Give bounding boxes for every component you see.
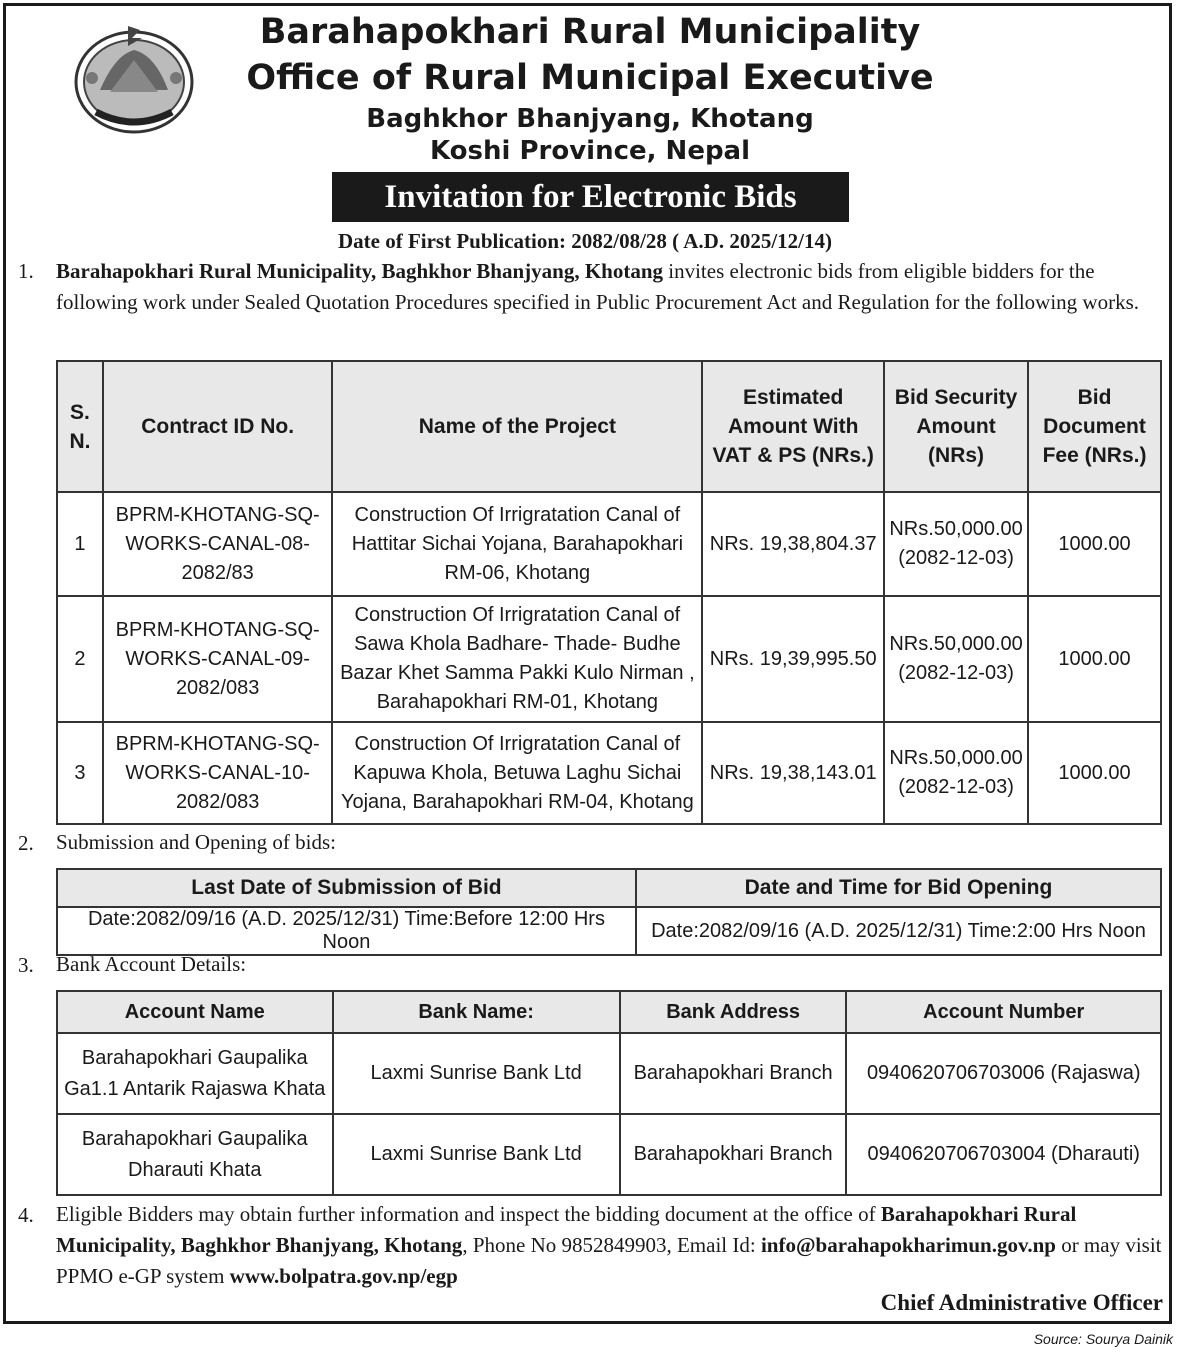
bid-dates-header bbox=[57, 869, 1161, 907]
cell-bid-security: NRs.50,000.00 (2082-12-03) bbox=[884, 722, 1028, 824]
section-1-body: invites electronic bids from eligible bidders for the following work under Sealed Quotation Procedures specified in Public Procurement Act and Regulation for the following works. bbox=[56, 259, 1140, 314]
cell-document-fee: 1000.00 bbox=[1028, 722, 1161, 824]
publication-date: Date of First Publication: 2082/08/28 ( A.D. 2025/12/14) bbox=[337, 229, 833, 253]
cell-account-name: Barahapokhari Gaupalika Dharauti Khata bbox=[57, 1114, 333, 1195]
cell-bank-name: Laxmi Sunrise Bank Ltd bbox=[333, 1033, 620, 1114]
section-4-office-name: Barahapokhari Rural Municipality, Baghkhor Bhanjyang, Khotang bbox=[56, 1202, 1077, 1257]
cell-bank-address: Barahapokhari Branch bbox=[620, 1114, 847, 1195]
header-bid-security: Bid Security Amount (NRs) bbox=[884, 361, 1028, 492]
bank-details-header bbox=[57, 991, 1161, 1033]
table-row bbox=[57, 492, 1161, 596]
table-row bbox=[57, 722, 1161, 824]
bid-dates-table bbox=[56, 868, 1162, 956]
cell-bid-security: NRs.50,000.00 (2082-12-03) bbox=[884, 596, 1028, 722]
header-bank-address: Bank Address bbox=[620, 991, 847, 1033]
municipality-name: Barahapokhari Rural Municipality bbox=[259, 12, 921, 52]
cell-project-name: Construction Of Irrigratation Canal of Hattitar Sichai Yojana, Barahapokhari RM-06, Khotang bbox=[332, 492, 702, 596]
section-3-title: Bank Account Details: bbox=[56, 952, 247, 976]
cell-project-name: Construction Of Irrigratation Canal of Sawa Khola Badhare- Thade- Budhe Bazar Khet Samma Pakki Kulo Nirman , Barahapokhari RM-01, Khotang bbox=[332, 596, 702, 722]
cell-sn: 1 bbox=[57, 492, 103, 596]
office-name: Office of Rural Municipal Executive bbox=[246, 58, 934, 98]
cell-sn: 3 bbox=[57, 722, 103, 824]
office-address: Baghkhor Bhanjyang, Khotang bbox=[366, 104, 814, 134]
section-4-text bbox=[56, 1199, 1164, 1292]
header-estimated-amount: Estimated Amount With VAT & PS (NRs.) bbox=[702, 361, 884, 492]
header-project-name: Name of the Project bbox=[332, 361, 702, 492]
section-2-title: Submission and Opening of bids: bbox=[56, 830, 337, 854]
header-account-number: Account Number bbox=[846, 991, 1161, 1033]
cell-bank-address: Barahapokhari Branch bbox=[620, 1033, 847, 1114]
signatory-title: Chief Administrative Officer bbox=[880, 1290, 1163, 1315]
table-row bbox=[57, 1033, 1161, 1114]
section-4-text-part-3: or may visit PPMO e-GP system bbox=[56, 1233, 1162, 1288]
works-table bbox=[56, 360, 1162, 825]
table-row bbox=[57, 907, 1161, 955]
cell-bid-security: NRs.50,000.00 (2082-12-03) bbox=[884, 492, 1028, 596]
header-contract-id: Contract ID No. bbox=[103, 361, 332, 492]
section-2-number: 2. bbox=[18, 831, 34, 855]
header-submission: Last Date of Submission of Bid bbox=[57, 869, 636, 907]
works-table-header bbox=[57, 361, 1161, 492]
section-4-text-part-1: Eligible Bidders may obtain further information and inspect the bidding document at the office of bbox=[56, 1202, 881, 1226]
cell-account-name: Barahapokhari Gaupalika Ga1.1 Antarik Rajaswa Khata bbox=[57, 1033, 333, 1114]
cell-contract-id: BPRM-KHOTANG-SQ-WORKS-CANAL-10-2082/083 bbox=[103, 722, 332, 824]
header-document-fee: Bid Document Fee (NRs.) bbox=[1028, 361, 1161, 492]
cell-estimated-amount: NRs. 19,38,804.37 bbox=[702, 492, 884, 596]
notice-title-banner: Invitation for Electronic Bids bbox=[332, 172, 849, 222]
section-4-number: 4. bbox=[18, 1203, 34, 1227]
cell-document-fee: 1000.00 bbox=[1028, 492, 1161, 596]
cell-contract-id: BPRM-KHOTANG-SQ-WORKS-CANAL-09-2082/083 bbox=[103, 596, 332, 722]
header-opening: Date and Time for Bid Opening bbox=[636, 869, 1161, 907]
cell-estimated-amount: NRs. 19,38,143.01 bbox=[702, 722, 884, 824]
bank-details-table bbox=[56, 990, 1162, 1196]
cell-account-number: 0940620706703006 (Rajaswa) bbox=[846, 1033, 1161, 1114]
cell-sn: 2 bbox=[57, 596, 103, 722]
cell-contract-id: BPRM-KHOTANG-SQ-WORKS-CANAL-08-2082/83 bbox=[103, 492, 332, 596]
cell-estimated-amount: NRs. 19,39,995.50 bbox=[702, 596, 884, 722]
header-account-name: Account Name bbox=[57, 991, 333, 1033]
section-1-number: 1. bbox=[18, 259, 34, 283]
cell-bank-name: Laxmi Sunrise Bank Ltd bbox=[333, 1114, 620, 1195]
section-4-text-part-2: , Phone No 9852849903, Email Id: bbox=[462, 1233, 761, 1257]
cell-opening-date: Date:2082/09/16 (A.D. 2025/12/31) Time:2:00 Hrs Noon bbox=[636, 907, 1161, 955]
cell-document-fee: 1000.00 bbox=[1028, 596, 1161, 722]
source-credit: Source: Sourya Dainik bbox=[1033, 1331, 1173, 1347]
table-row bbox=[57, 1114, 1161, 1195]
table-row bbox=[57, 596, 1161, 722]
egp-website-link[interactable]: www.bolpatra.gov.np/egp bbox=[229, 1264, 458, 1288]
section-1-bold: Barahapokhari Rural Municipality, Baghkhor Bhanjyang, Khotang bbox=[56, 259, 664, 283]
province-country: Koshi Province, Nepal bbox=[429, 136, 751, 166]
section-3-number: 3. bbox=[18, 953, 34, 977]
cell-account-number: 0940620706703004 (Dharauti) bbox=[846, 1114, 1161, 1195]
header-sn: S. N. bbox=[57, 361, 103, 492]
nepal-emblem-icon bbox=[70, 20, 198, 138]
header-bank-name: Bank Name: bbox=[333, 991, 620, 1033]
contact-email-link[interactable]: info@barahapokharimun.gov.np bbox=[760, 1233, 1056, 1257]
cell-project-name: Construction Of Irrigratation Canal of Kapuwa Khola, Betuwa Laghu Sichai Yojana, Barahapokhari RM-04, Khotang bbox=[332, 722, 702, 824]
cell-submission-date: Date:2082/09/16 (A.D. 2025/12/31) Time:Before 12:00 Hrs Noon bbox=[57, 907, 636, 955]
section-1-text bbox=[56, 256, 1164, 318]
